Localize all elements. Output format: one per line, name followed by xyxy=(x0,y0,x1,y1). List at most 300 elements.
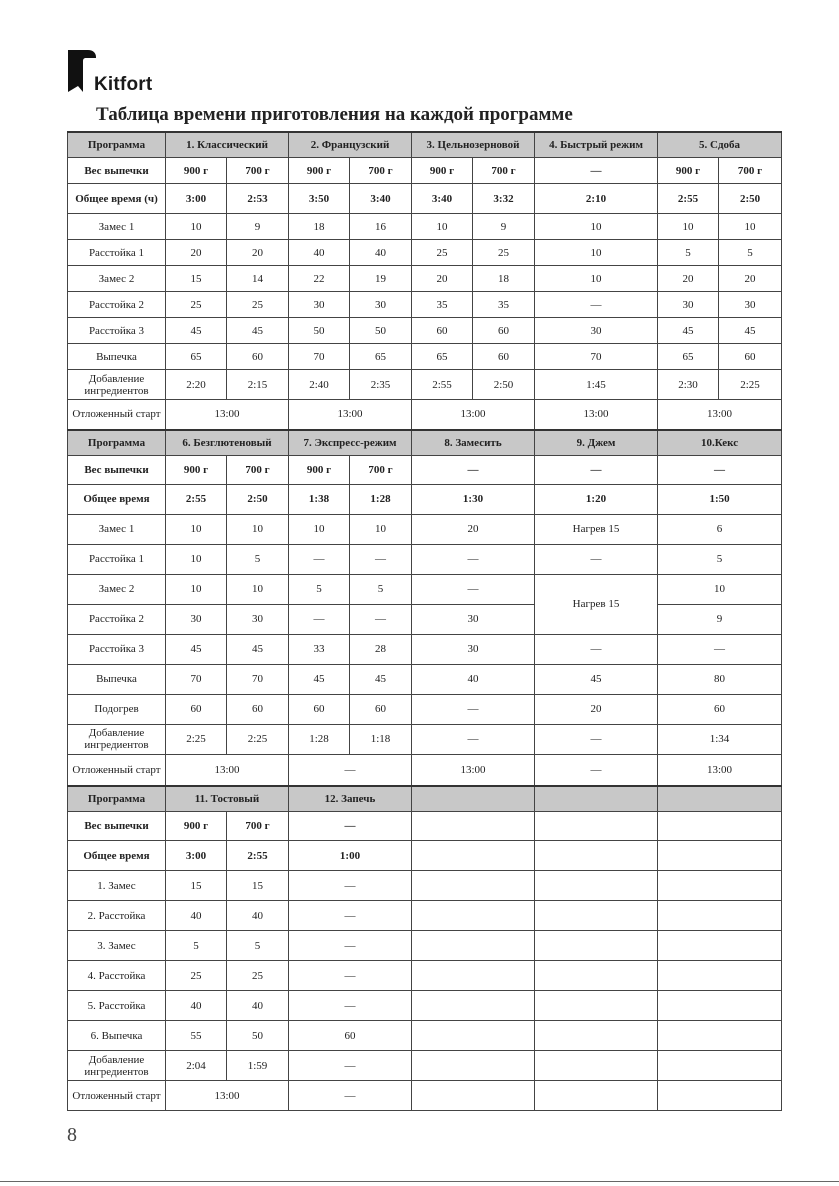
table-cell: 20 xyxy=(412,266,473,292)
table-cell: 10 xyxy=(535,240,658,266)
table-cell: 70 xyxy=(166,664,227,694)
table-cell: — xyxy=(350,544,412,574)
table-cell: 13:00 xyxy=(412,400,535,430)
empty-cell xyxy=(535,1081,658,1111)
table-cell: 18 xyxy=(473,266,535,292)
table-cell: 15 xyxy=(227,871,289,901)
table-cell: 700 г xyxy=(350,158,412,184)
header-cell xyxy=(658,786,782,812)
table-cell: 700 г xyxy=(227,455,289,484)
table-cell: — xyxy=(289,1081,412,1111)
table-cell: 2:55 xyxy=(227,841,289,871)
table-cell: 40 xyxy=(166,901,227,931)
table-cell: 45 xyxy=(535,664,658,694)
row-label: Добавление ингредиентов xyxy=(68,370,166,400)
table-cell: 40 xyxy=(289,240,350,266)
row-label: 3. Замес xyxy=(68,931,166,961)
table-row xyxy=(68,931,782,961)
table-cell: 5 xyxy=(719,240,782,266)
table-cell: 45 xyxy=(719,318,782,344)
page-number: 8 xyxy=(67,1124,77,1146)
table-cell: 1:20 xyxy=(535,484,658,514)
table-cell: 70 xyxy=(289,344,350,370)
table-cell: — xyxy=(535,158,658,184)
empty-cell xyxy=(658,1021,782,1051)
empty-cell xyxy=(658,871,782,901)
table-cell: 45 xyxy=(166,634,227,664)
table-cell: 2:30 xyxy=(658,370,719,400)
table-row xyxy=(68,754,782,786)
empty-cell xyxy=(412,1021,535,1051)
brand-name: Kitfort xyxy=(94,74,153,95)
table-cell: 25 xyxy=(473,240,535,266)
table-cell: 700 г xyxy=(227,158,289,184)
table-cell: — xyxy=(535,724,658,754)
row-label: 5. Расстойка xyxy=(68,991,166,1021)
header-cell: 1. Классический xyxy=(166,132,289,158)
row-label: 2. Расстойка xyxy=(68,901,166,931)
row-label: Отложенный старт xyxy=(68,754,166,786)
table-cell: — xyxy=(412,544,535,574)
table-cell: 15 xyxy=(166,871,227,901)
empty-cell xyxy=(658,1081,782,1111)
table-cell: — xyxy=(289,812,412,841)
table-cell: 10 xyxy=(350,514,412,544)
table-cell: 33 xyxy=(289,634,350,664)
table-cell: — xyxy=(412,724,535,754)
table-row xyxy=(68,484,782,514)
table-cell: 2:55 xyxy=(412,370,473,400)
table-row xyxy=(68,514,782,544)
table-cell: 30 xyxy=(412,634,535,664)
table-row xyxy=(68,812,782,841)
row-label: Расстойка 2 xyxy=(68,292,166,318)
table-cell: 30 xyxy=(535,318,658,344)
table-cell: 28 xyxy=(350,634,412,664)
table-cell: 5 xyxy=(227,931,289,961)
table-cell: 45 xyxy=(289,664,350,694)
table-cell: 900 г xyxy=(166,455,227,484)
empty-cell xyxy=(412,931,535,961)
table-cell: 70 xyxy=(227,664,289,694)
table-cell: 60 xyxy=(658,694,782,724)
table-cell: 19 xyxy=(350,266,412,292)
table-cell: 60 xyxy=(473,344,535,370)
table-cell: 9 xyxy=(227,214,289,240)
table-row xyxy=(68,961,782,991)
table-row xyxy=(68,574,782,604)
empty-cell xyxy=(412,812,535,841)
table-cell: 60 xyxy=(412,318,473,344)
table-cell: 60 xyxy=(227,344,289,370)
row-label: Вес выпечки xyxy=(68,812,166,841)
table-cell: 30 xyxy=(166,604,227,634)
empty-cell xyxy=(412,841,535,871)
empty-cell xyxy=(412,991,535,1021)
row-label: Расстойка 1 xyxy=(68,544,166,574)
table-cell: 2:20 xyxy=(166,370,227,400)
table-cell: 2:25 xyxy=(719,370,782,400)
program-time-table xyxy=(67,131,782,1111)
table-cell: 10 xyxy=(227,514,289,544)
table-cell: 13:00 xyxy=(166,754,289,786)
table-cell: — xyxy=(289,1051,412,1081)
table-row xyxy=(68,214,782,240)
table-cell: 900 г xyxy=(658,158,719,184)
table-cell: 5 xyxy=(227,544,289,574)
header-cell: 10.Кекс xyxy=(658,430,782,456)
table-cell: — xyxy=(412,574,535,604)
table-cell: 1:00 xyxy=(289,841,412,871)
table-cell: 3:32 xyxy=(473,184,535,214)
table-cell: 700 г xyxy=(350,455,412,484)
table-cell: 6 xyxy=(658,514,782,544)
table-cell: 2:04 xyxy=(166,1051,227,1081)
table-cell: 25 xyxy=(412,240,473,266)
table-cell: 10 xyxy=(658,214,719,240)
table-cell: 10 xyxy=(535,214,658,240)
table-cell: 60 xyxy=(719,344,782,370)
table-cell: 13:00 xyxy=(166,1081,289,1111)
table-cell: 10 xyxy=(289,514,350,544)
table-cell: 9 xyxy=(473,214,535,240)
table-cell: 70 xyxy=(535,344,658,370)
table-cell: 900 г xyxy=(166,158,227,184)
empty-cell xyxy=(535,931,658,961)
table-cell: 30 xyxy=(350,292,412,318)
table-cell: 2:55 xyxy=(166,484,227,514)
table-cell: 40 xyxy=(166,991,227,1021)
empty-cell xyxy=(658,812,782,841)
empty-cell xyxy=(535,871,658,901)
table-cell: 10 xyxy=(658,574,782,604)
empty-cell xyxy=(412,871,535,901)
empty-cell xyxy=(658,991,782,1021)
table-cell: 45 xyxy=(658,318,719,344)
table-cell: 20 xyxy=(412,514,535,544)
table-cell: 25 xyxy=(166,961,227,991)
table-cell: 13:00 xyxy=(658,400,782,430)
table-cell: 2:25 xyxy=(227,724,289,754)
row-label: Замес 2 xyxy=(68,266,166,292)
kitfort-logo xyxy=(66,48,166,98)
table-cell: — xyxy=(289,961,412,991)
table-cell: 65 xyxy=(350,344,412,370)
table-cell: 55 xyxy=(166,1021,227,1051)
table-cell: — xyxy=(412,455,535,484)
header-cell: 8. Замесить xyxy=(412,430,535,456)
empty-cell xyxy=(535,1051,658,1081)
table-cell: 20 xyxy=(166,240,227,266)
empty-cell xyxy=(535,991,658,1021)
table-cell: 45 xyxy=(227,634,289,664)
table-cell: 10 xyxy=(719,214,782,240)
row-label: Замес 1 xyxy=(68,214,166,240)
table-cell: 50 xyxy=(350,318,412,344)
table-cell: 35 xyxy=(473,292,535,318)
table-cell: 10 xyxy=(535,266,658,292)
table-cell: 5 xyxy=(350,574,412,604)
table-cell: 20 xyxy=(227,240,289,266)
table-cell: 1:28 xyxy=(289,724,350,754)
table-cell: — xyxy=(535,455,658,484)
row-label: Замес 2 xyxy=(68,574,166,604)
table-cell: 20 xyxy=(535,694,658,724)
table-cell: 5 xyxy=(658,240,719,266)
table-row xyxy=(68,240,782,266)
table-cell: 65 xyxy=(658,344,719,370)
row-label: Расстойка 1 xyxy=(68,240,166,266)
page-title: Таблица времени приготовления на каждой программе xyxy=(96,104,573,125)
table-cell: 700 г xyxy=(719,158,782,184)
table-row xyxy=(68,1051,782,1081)
row-label: Общее время (ч) xyxy=(68,184,166,214)
table-row xyxy=(68,1021,782,1051)
row-label: 1. Замес xyxy=(68,871,166,901)
table-cell: 20 xyxy=(719,266,782,292)
table-cell: 45 xyxy=(166,318,227,344)
row-label: Добавление ингредиентов xyxy=(68,724,166,754)
empty-cell xyxy=(535,841,658,871)
table-cell: 10 xyxy=(166,574,227,604)
table-cell: Нагрев 15 xyxy=(535,574,658,634)
table-cell: — xyxy=(289,901,412,931)
header-cell: 6. Безглютеновый xyxy=(166,430,289,456)
table-row xyxy=(68,344,782,370)
table-cell: 900 г xyxy=(166,812,227,841)
row-label: Замес 1 xyxy=(68,514,166,544)
row-label: Отложенный старт xyxy=(68,1081,166,1111)
table-cell: 1:30 xyxy=(412,484,535,514)
table-cell: — xyxy=(535,634,658,664)
empty-cell xyxy=(658,901,782,931)
table-row xyxy=(68,694,782,724)
table-cell: 30 xyxy=(412,604,535,634)
row-label: Расстойка 3 xyxy=(68,634,166,664)
table-cell: — xyxy=(412,694,535,724)
table-cell: 10 xyxy=(166,514,227,544)
table-cell: 13:00 xyxy=(535,400,658,430)
table-row xyxy=(68,266,782,292)
empty-cell xyxy=(412,1081,535,1111)
table-cell: 30 xyxy=(289,292,350,318)
table-cell: 1:28 xyxy=(350,484,412,514)
table-header-row xyxy=(68,132,782,158)
empty-cell xyxy=(658,931,782,961)
table-cell: 5 xyxy=(166,931,227,961)
row-label: Общее время xyxy=(68,484,166,514)
header-cell: 7. Экспресс-режим xyxy=(289,430,412,456)
table-cell: 3:40 xyxy=(412,184,473,214)
table-row xyxy=(68,604,782,634)
table-cell: 45 xyxy=(350,664,412,694)
table-cell: 2:35 xyxy=(350,370,412,400)
table-row xyxy=(68,724,782,754)
table-row xyxy=(68,544,782,574)
header-cell: 3. Цельнозерновой xyxy=(412,132,535,158)
table-cell: 2:53 xyxy=(227,184,289,214)
table-cell: 10 xyxy=(166,544,227,574)
table-cell: 5 xyxy=(658,544,782,574)
table-cell: — xyxy=(289,991,412,1021)
table-row xyxy=(68,455,782,484)
row-label: Расстойка 3 xyxy=(68,318,166,344)
table-row xyxy=(68,664,782,694)
table-cell: 60 xyxy=(289,1021,412,1051)
table-row xyxy=(68,158,782,184)
table-cell: 25 xyxy=(166,292,227,318)
table-cell: 60 xyxy=(350,694,412,724)
table-cell: 25 xyxy=(227,961,289,991)
table-cell: 1:59 xyxy=(227,1051,289,1081)
table-cell: 25 xyxy=(227,292,289,318)
table-cell: 5 xyxy=(289,574,350,604)
empty-cell xyxy=(535,1021,658,1051)
table-cell: — xyxy=(535,544,658,574)
table-header-row xyxy=(68,786,782,812)
table-cell: 40 xyxy=(227,991,289,1021)
table-cell: 16 xyxy=(350,214,412,240)
table-row xyxy=(68,1081,782,1111)
table-cell: 13:00 xyxy=(289,400,412,430)
table-cell: 60 xyxy=(289,694,350,724)
table-row xyxy=(68,634,782,664)
table-cell: 2:55 xyxy=(658,184,719,214)
table-cell: 18 xyxy=(289,214,350,240)
header-cell: 4. Быстрый режим xyxy=(535,132,658,158)
table-row xyxy=(68,871,782,901)
table-cell: 10 xyxy=(227,574,289,604)
table-row xyxy=(68,901,782,931)
table-cell: 40 xyxy=(412,664,535,694)
table-cell: 1:50 xyxy=(658,484,782,514)
table-cell: 30 xyxy=(719,292,782,318)
header-cell xyxy=(412,786,535,812)
table-cell: 65 xyxy=(412,344,473,370)
table-cell: 3:40 xyxy=(350,184,412,214)
row-label: Подогрев xyxy=(68,694,166,724)
table-cell: 2:50 xyxy=(227,484,289,514)
table-cell: 2:50 xyxy=(473,370,535,400)
row-label: Выпечка xyxy=(68,344,166,370)
row-label: Выпечка xyxy=(68,664,166,694)
row-label: Отложенный старт xyxy=(68,400,166,430)
table-cell: 3:50 xyxy=(289,184,350,214)
table-cell: 13:00 xyxy=(166,400,289,430)
table-cell: — xyxy=(535,754,658,786)
header-cell: 2. Французский xyxy=(289,132,412,158)
table-row xyxy=(68,318,782,344)
header-cell: 5. Сдоба xyxy=(658,132,782,158)
table-cell: 80 xyxy=(658,664,782,694)
table-cell: 1:18 xyxy=(350,724,412,754)
header-cell: 11. Тостовый xyxy=(166,786,289,812)
table-cell: 40 xyxy=(227,901,289,931)
footer-divider xyxy=(0,1181,839,1182)
empty-cell xyxy=(535,961,658,991)
table-row xyxy=(68,370,782,400)
row-label: 6. Выпечка xyxy=(68,1021,166,1051)
empty-cell xyxy=(658,961,782,991)
table-cell: 2:40 xyxy=(289,370,350,400)
table-cell: — xyxy=(535,292,658,318)
table-cell: 50 xyxy=(289,318,350,344)
table-cell: 1:34 xyxy=(658,724,782,754)
table-cell: 45 xyxy=(227,318,289,344)
table-cell: 1:38 xyxy=(289,484,350,514)
table-cell: 2:50 xyxy=(719,184,782,214)
table-cell: 700 г xyxy=(227,812,289,841)
table-cell: 13:00 xyxy=(412,754,535,786)
table-cell: — xyxy=(350,604,412,634)
table-cell: — xyxy=(658,455,782,484)
table-cell: 900 г xyxy=(289,455,350,484)
table-cell: 20 xyxy=(658,266,719,292)
table-cell: 50 xyxy=(227,1021,289,1051)
row-label: Вес выпечки xyxy=(68,158,166,184)
table-cell: 60 xyxy=(473,318,535,344)
table-cell: 1:45 xyxy=(535,370,658,400)
table-cell: 2:15 xyxy=(227,370,289,400)
row-label: 4. Расстойка xyxy=(68,961,166,991)
table-cell: 900 г xyxy=(289,158,350,184)
empty-cell xyxy=(535,812,658,841)
table-cell: 60 xyxy=(166,694,227,724)
table-row xyxy=(68,400,782,430)
table-cell: 35 xyxy=(412,292,473,318)
empty-cell xyxy=(658,1051,782,1081)
header-cell: 12. Запечь xyxy=(289,786,412,812)
table-cell: — xyxy=(289,931,412,961)
row-label: Расстойка 2 xyxy=(68,604,166,634)
header-cell xyxy=(535,786,658,812)
table-row xyxy=(68,991,782,1021)
table-cell: 40 xyxy=(350,240,412,266)
table-cell: Нагрев 15 xyxy=(535,514,658,544)
table-row xyxy=(68,184,782,214)
table-cell: — xyxy=(289,871,412,901)
table-cell: 10 xyxy=(412,214,473,240)
table-cell: 14 xyxy=(227,266,289,292)
header-cell: Программа xyxy=(68,430,166,456)
row-label: Общее время xyxy=(68,841,166,871)
table-cell: 2:25 xyxy=(166,724,227,754)
header-cell: Программа xyxy=(68,132,166,158)
table-cell: 10 xyxy=(166,214,227,240)
empty-cell xyxy=(412,961,535,991)
table-cell: 9 xyxy=(658,604,782,634)
row-label: Добавление ингредиентов xyxy=(68,1051,166,1081)
table-cell: 900 г xyxy=(412,158,473,184)
empty-cell xyxy=(412,1051,535,1081)
header-cell: Программа xyxy=(68,786,166,812)
table-cell: 60 xyxy=(227,694,289,724)
row-label: Вес выпечки xyxy=(68,455,166,484)
table-cell: 22 xyxy=(289,266,350,292)
table-cell: — xyxy=(289,544,350,574)
empty-cell xyxy=(535,901,658,931)
table-cell: 13:00 xyxy=(658,754,782,786)
table-cell: — xyxy=(289,754,412,786)
header-cell: 9. Джем xyxy=(535,430,658,456)
table-header-row xyxy=(68,430,782,456)
table-cell: 2:10 xyxy=(535,184,658,214)
table-cell: 700 г xyxy=(473,158,535,184)
table-cell: — xyxy=(289,604,350,634)
table-row xyxy=(68,292,782,318)
table-cell: 3:00 xyxy=(166,841,227,871)
table-cell: 30 xyxy=(658,292,719,318)
